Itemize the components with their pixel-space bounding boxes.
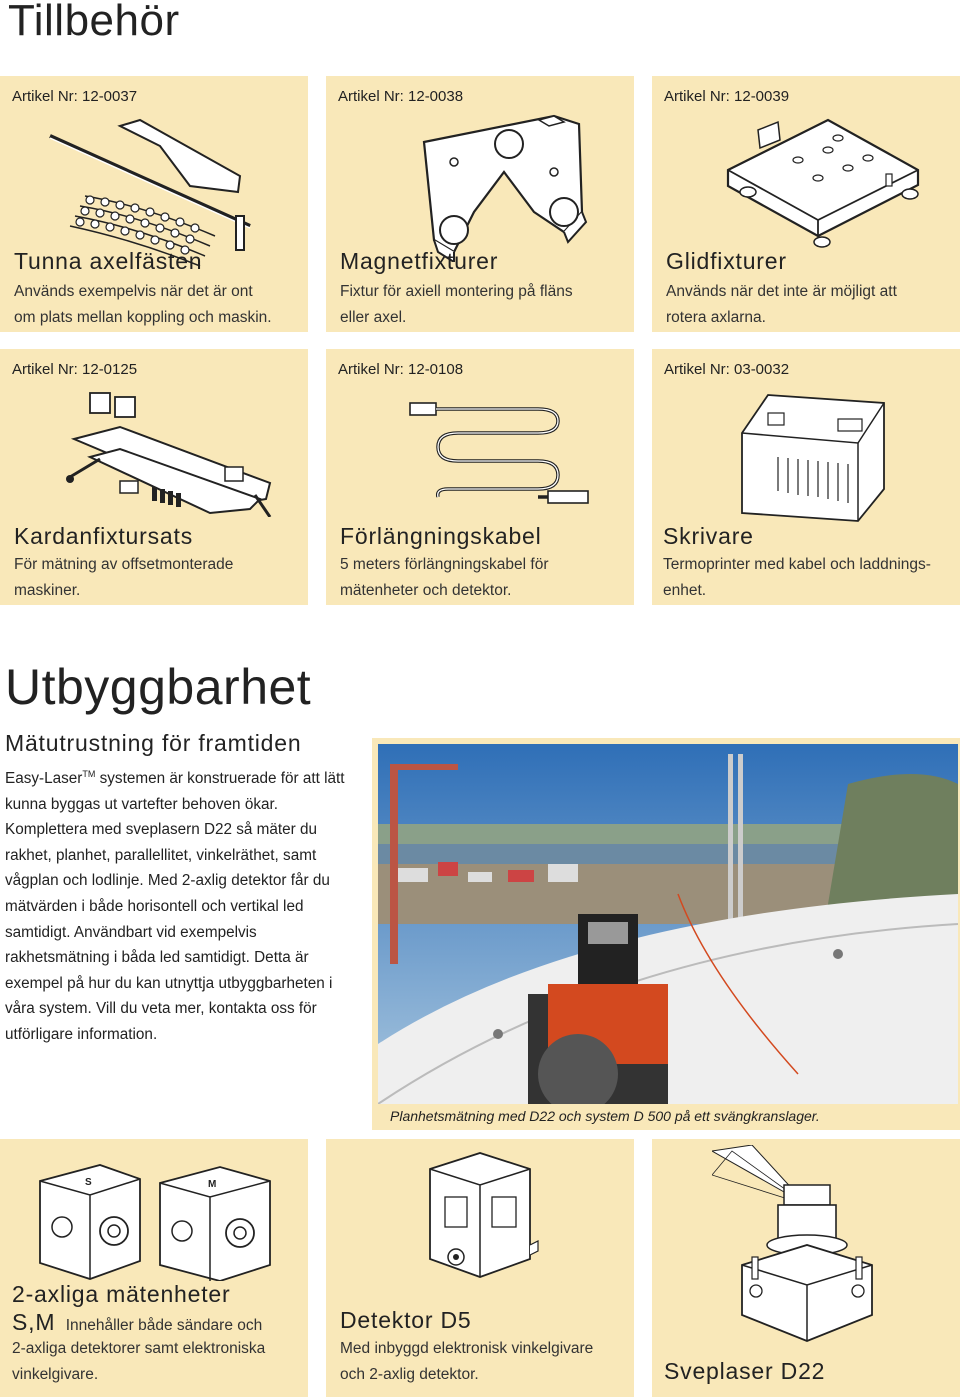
- section-body: Easy-Laser™ systemen är konstruerade för att lätt kunna byggas ut vartefter behoven ökar. Komplettera med sveplasern D22 så mäter du rakhet, planhet, parallellitet, vinkelräthet, samt vågplan och lodlinje. Med 2-axlig detektor får du mätvärden i både horisontell och vertikal led samtidigt. Användbart vid exempelvis rakhetsmätning i båda led samtidigt. Detta är exempel på hur du kan utnyttja utbyggbarheten i våra system. Vill du veta mer, kontakta oss för utförligare information.: [5, 769, 345, 1044]
- accessory-card-printer: [652, 349, 960, 605]
- accessory-card-cardan-fixture-set: [0, 349, 308, 605]
- accessory-card-thin-shaft-mounts: [0, 76, 308, 332]
- accessory-desc: För mätning av offsetmonterade maskiner.: [14, 556, 234, 599]
- accessory-desc: Fixtur för axiell montering på fläns eller axel.: [340, 283, 573, 326]
- product-card-measuring-units: [0, 1139, 308, 1397]
- accessory-title: Kardanfixtursats: [14, 523, 193, 549]
- slide-fixture-illustration: [718, 110, 928, 250]
- article-number: Artikel Nr: 12-0039: [664, 88, 790, 105]
- article-number: Artikel Nr: 12-0037: [12, 88, 138, 105]
- accessory-card-extension-cable: [326, 349, 634, 605]
- product-card-detector-d5: [326, 1139, 634, 1397]
- photo-panel: [372, 738, 960, 1130]
- article-number: Artikel Nr: 03-0032: [664, 361, 790, 378]
- product-card-sweep-laser-d22: [652, 1139, 960, 1397]
- unit-label-m: M: [208, 1179, 217, 1190]
- accessory-desc: 5 meters förlängningskabel för mätenheter och detektor.: [340, 556, 549, 599]
- accessory-card-slide-fixtures: [652, 76, 960, 332]
- photo-caption: Planhetsmätning med D22 och system D 500 på ett svängkranslager.: [390, 1108, 820, 1124]
- sweep-laser-illustration: [712, 1145, 902, 1345]
- product-desc: Med inbyggd elektronisk vinkelgivare och 2-axlig detektor.: [340, 1340, 594, 1383]
- accessory-title: Skrivare: [663, 523, 754, 549]
- accessory-desc: Termoprinter med kabel och laddnings- enhet.: [663, 556, 931, 599]
- article-number: Artikel Nr: 12-0108: [338, 361, 464, 378]
- accessory-title: Magnetfixturer: [340, 248, 499, 274]
- section-subtitle: Mätutrustning för framtiden: [5, 730, 302, 756]
- page-title: Tillbehör: [8, 0, 180, 45]
- accessory-card-magnet-fixtures: [326, 76, 634, 332]
- detector-d5-illustration: [420, 1149, 540, 1299]
- cable-illustration: [408, 399, 598, 509]
- article-number: Artikel Nr: 12-0038: [338, 88, 464, 105]
- measuring-units-illustration: [30, 1161, 280, 1281]
- section-title: Utbyggbarhet: [5, 659, 312, 715]
- accessory-desc: Används exempelvis när det är ont om plats mellan koppling och maskin.: [14, 283, 272, 326]
- unit-label-s: S: [85, 1177, 92, 1188]
- accessory-desc: Används när det inte är möjligt att rotera axlarna.: [666, 283, 897, 326]
- magnet-fixture-illustration: [414, 112, 594, 262]
- accessory-title: Förlängningskabel: [340, 523, 542, 549]
- product-title: Detektor D5: [340, 1307, 472, 1333]
- chain-bracket-illustration: [40, 116, 280, 266]
- accessory-title: Tunna axelfästen: [14, 248, 203, 274]
- cardan-fixture-illustration: [60, 387, 280, 517]
- printer-illustration: [738, 393, 888, 523]
- product-title: Sveplaser D22: [664, 1358, 826, 1384]
- accessory-title: Glidfixturer: [666, 248, 787, 274]
- article-number: Artikel Nr: 12-0125: [12, 361, 138, 378]
- product-desc: S,M Innehåller både sändare och 2-axliga detektorer samt elektroniska vinkelgivare.: [12, 1309, 266, 1383]
- product-title: 2-axliga mätenheter: [12, 1281, 231, 1307]
- product-subtitle: S,M: [12, 1309, 56, 1335]
- harbour-photo: [378, 744, 958, 1104]
